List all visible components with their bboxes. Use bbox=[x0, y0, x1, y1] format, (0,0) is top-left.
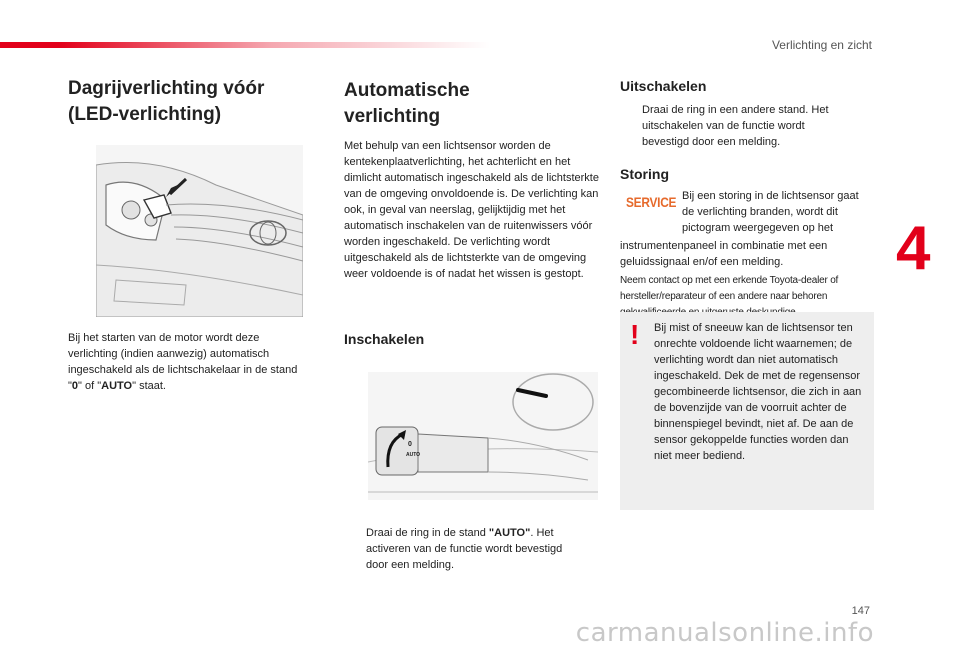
section-header: Verlichting en zicht bbox=[771, 38, 872, 52]
daytime-lights-text: Bij het starten van de motor wordt deze verlichting (indien aanwezig) automatisch ingeschakeld als de lichtschakelaar in de stand "0" of "AUTO" staat. bbox=[68, 332, 298, 392]
daytime-lights-title: Dagrijverlichting vóór (LED-verlichting) bbox=[68, 78, 265, 125]
chapter-number: 4 bbox=[896, 214, 931, 283]
automatic-lighting-text: Met behulp van een lichtsensor worden de kentekenplaatverlichting, het achterlicht en het dimlicht automatisch ingeschakeld als de lichtsterkte van de omgeving onvoldoende is. De verlichting kan ook, in geval van neerslag, gelijktijdig met het automatisch inschakelen van de ruitenwissers vóór worden ingeschakeld. De verlichting wordt uitgeschakeld als de lichtsterkte van de omgeving weer voldoende is of nadat het wissen is gestopt. bbox=[344, 140, 599, 280]
watermark: carmanualsonline.info bbox=[575, 618, 874, 648]
malfunction-text-1: Bij een storing in de lichtsensor gaat de verlichting branden, wordt dit pictogram weergegeven op het bbox=[682, 190, 859, 234]
switch-on-title: Inschakelen bbox=[344, 331, 425, 347]
light-stalk-illustration bbox=[368, 372, 598, 500]
stalk-label-auto: AUTO bbox=[406, 452, 421, 458]
switch-off-title: Uitschakelen bbox=[620, 78, 707, 94]
warning-note-box bbox=[620, 312, 874, 510]
warning-note-text: Bij mist of sneeuw kan de lichtsensor ten onrechte voldoende licht waarnemen; de verlichting wordt dan niet automatisch ingeschakeld. Dek de met de regensensor gecombineerde lichtsensor, die zich in aan de bovenzijde van de voorruit achter de binnenspiegel bevindt, niet af. De aan de sensor gekoppelde functies worden dan niet meer bediend. bbox=[654, 322, 862, 462]
automatic-lighting-section bbox=[344, 78, 602, 282]
light-stalk-icon bbox=[368, 372, 598, 500]
right-column bbox=[620, 78, 876, 321]
malfunction-title: Storing bbox=[620, 166, 669, 182]
switch-off-instruction: Draai de ring in een andere stand. Het uitschakelen van de functie wordt bevestigd door een melding. bbox=[642, 104, 829, 148]
stalk-label-0: 0 bbox=[408, 441, 412, 448]
automatic-lighting-title: Automatische verlichting bbox=[344, 80, 470, 127]
warning-exclamation-icon: ! bbox=[630, 319, 640, 350]
service-warning-icon: SERVICE bbox=[626, 194, 677, 210]
headlamp-icon bbox=[96, 145, 303, 317]
malfunction-text-2: instrumentenpaneel in combinatie met een geluidssignaal en/of een melding. bbox=[620, 240, 828, 268]
page-number: 147 bbox=[851, 605, 870, 617]
malfunction-block bbox=[620, 188, 876, 321]
headlamp-illustration bbox=[96, 145, 303, 317]
header-accent-bar bbox=[0, 42, 490, 48]
daytime-lights-section bbox=[68, 76, 300, 128]
switch-on-instruction: Draai de ring in de stand "AUTO". Het activeren van de functie wordt bevestigd door een melding. bbox=[366, 527, 563, 571]
dealer-note: Neem contact op met een erkende Toyota-dealer of hersteller/reparateur of een andere naar behoren bbox=[620, 275, 839, 302]
